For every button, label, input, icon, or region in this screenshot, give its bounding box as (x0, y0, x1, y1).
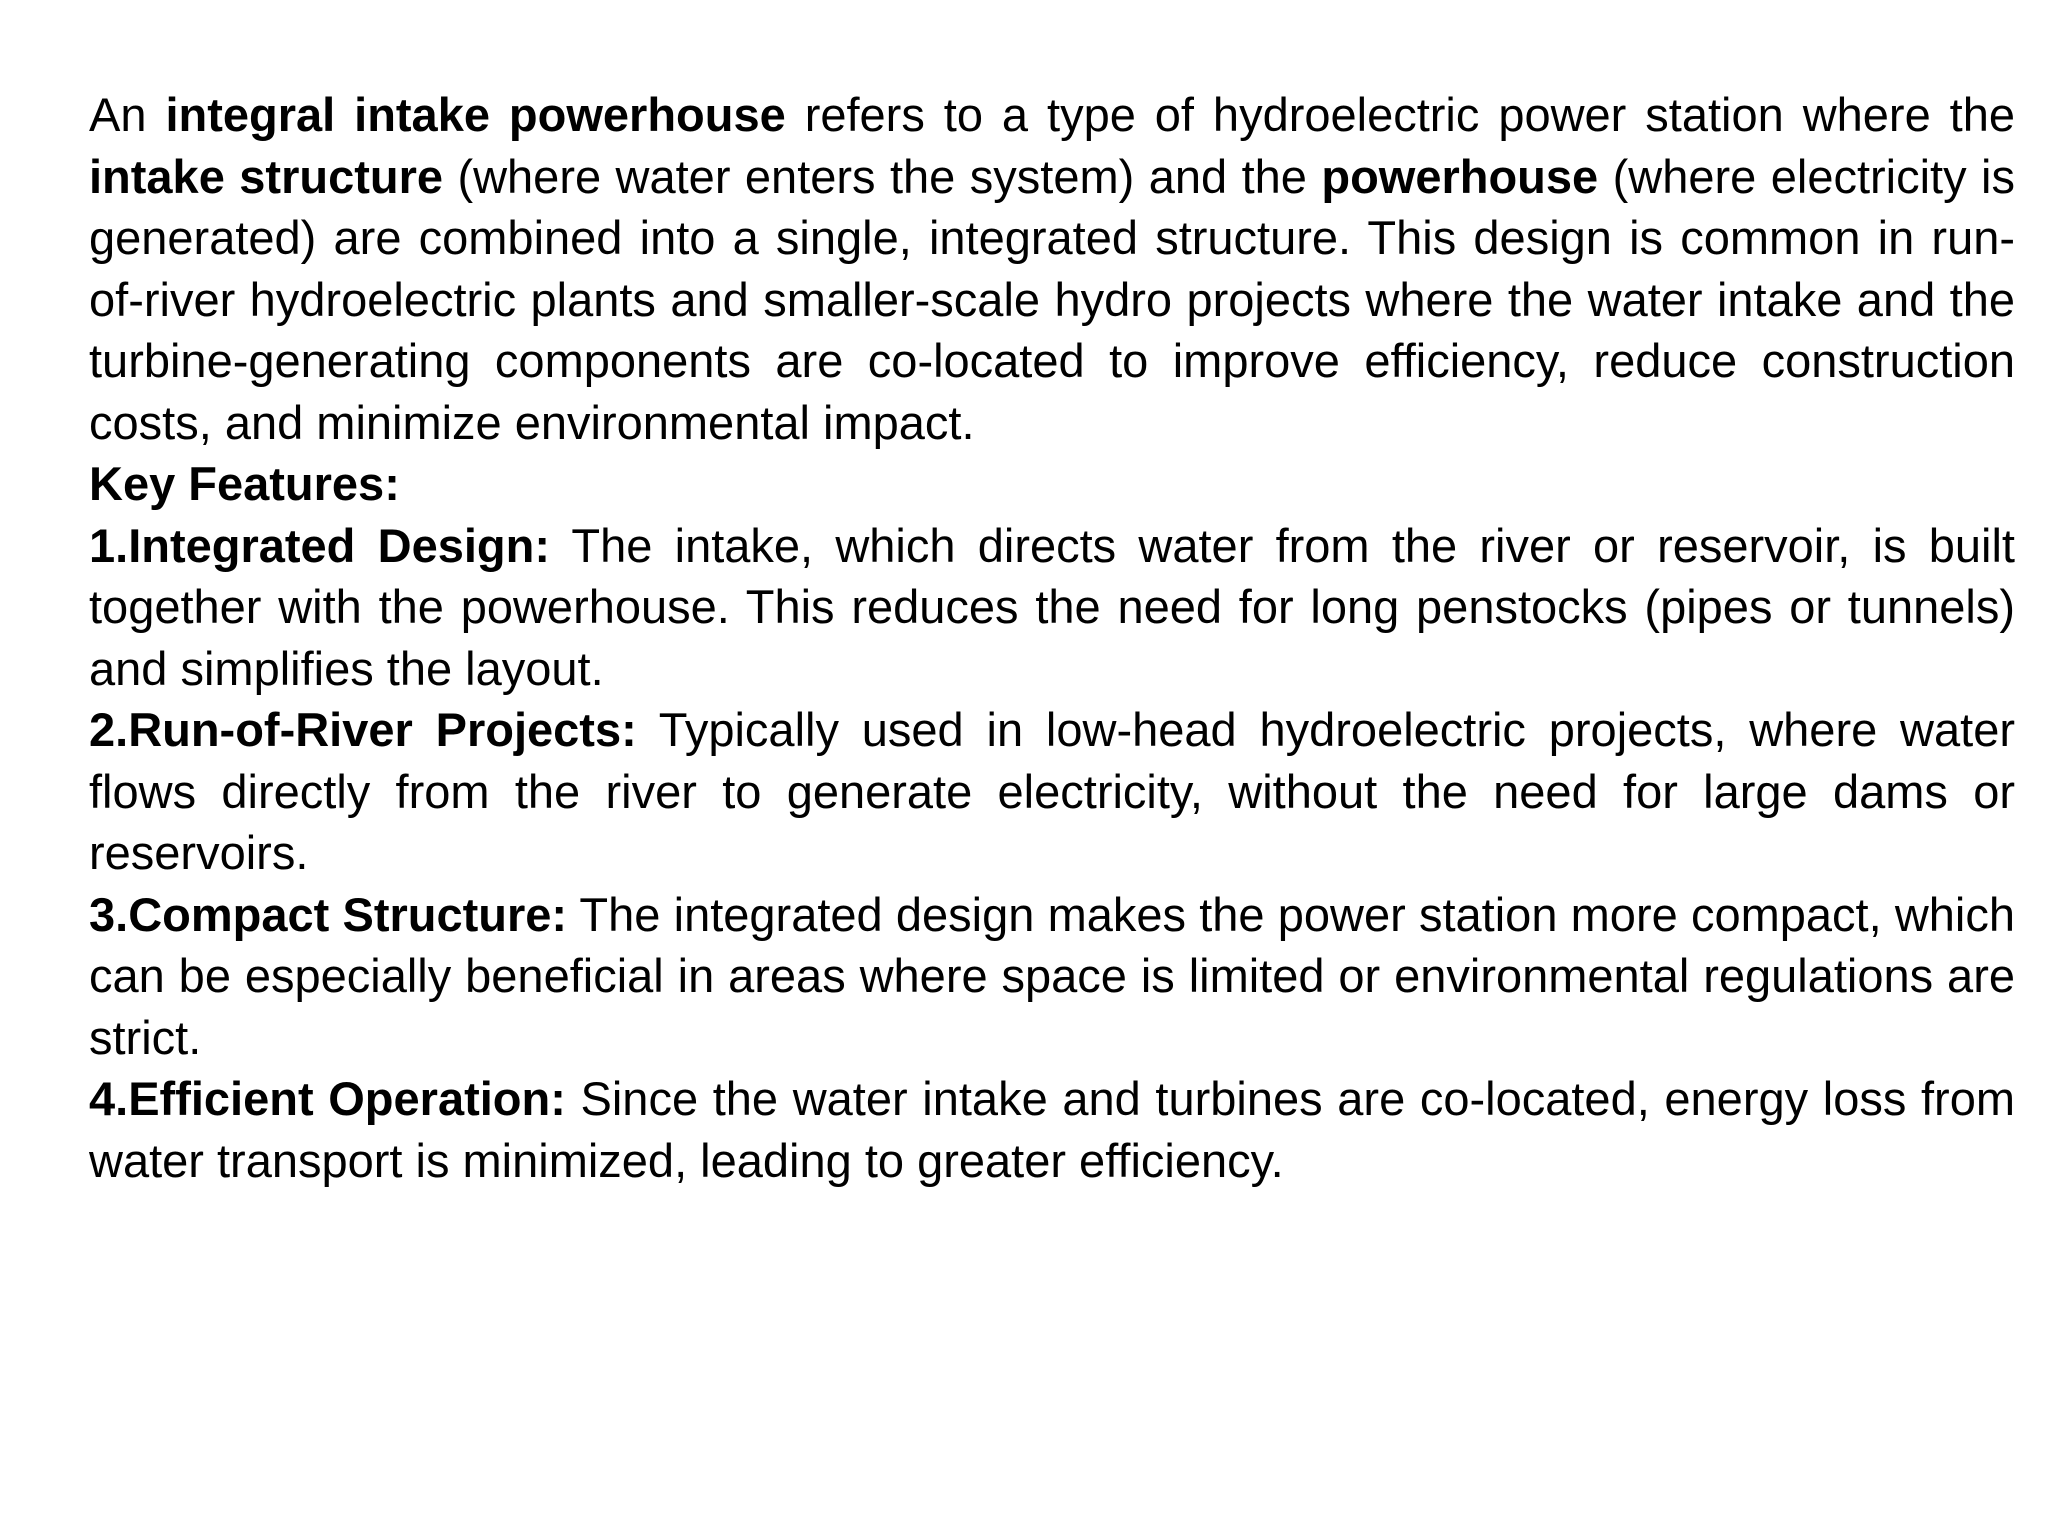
key-features-heading: Key Features: (89, 457, 400, 510)
feature-title: 2.Run-of-River Projects: (89, 703, 637, 756)
intro-text-1: An (89, 88, 166, 141)
feature-text: The integrated design makes the power station more compact, which can be especially beneficial in areas where space is limited or environmental regulations are strict. (89, 887, 2015, 1064)
feature-text: Since the water intake and turbines are co-located, energy loss from water transport is minimized, leading to greater efficiency. (89, 1072, 2015, 1187)
feature-item-3 (89, 884, 2015, 1069)
intro-text-2: refers to a type of hydroelectric power station where the (785, 88, 2015, 141)
feature-title: 3.Compact Structure: (89, 887, 568, 941)
feature-item-2 (89, 699, 2015, 884)
intro-paragraph (89, 84, 2015, 453)
feature-text: The intake, which directs water from the river or reservoir, is built together with the powerhouse. This reduces the need for long penstocks (pipes or tunnels) and simplifies the layout. (89, 518, 2015, 695)
intro-text-4: (where electricity is generated) are combined into a single, integrated structure. This design is common in run-of-river hydroelectric plants and smaller-scale hydro projects where the water intake and the turbine-generating components are co-located to improve efficiency, reduce construction costs, and minimize environmental impact. (89, 149, 2015, 449)
intro-text-3: (where water enters the system) and the (443, 149, 1322, 203)
document-page (89, 84, 2015, 1191)
feature-title: 4.Efficient Operation: (89, 1072, 566, 1125)
feature-text: Typically used in low-head hydroelectric projects, where water flows directly from the river to generate electricity, without the need for large dams or reservoirs. (89, 703, 2015, 879)
feature-title: 1.Integrated Design: (89, 518, 550, 572)
intro-term-powerhouse: powerhouse (1321, 149, 1599, 203)
feature-item-4 (89, 1068, 2015, 1191)
intro-term-integral-intake-powerhouse: integral intake powerhouse (165, 88, 786, 141)
intro-term-intake-structure: intake structure (89, 149, 443, 203)
feature-item-1 (89, 515, 2015, 700)
